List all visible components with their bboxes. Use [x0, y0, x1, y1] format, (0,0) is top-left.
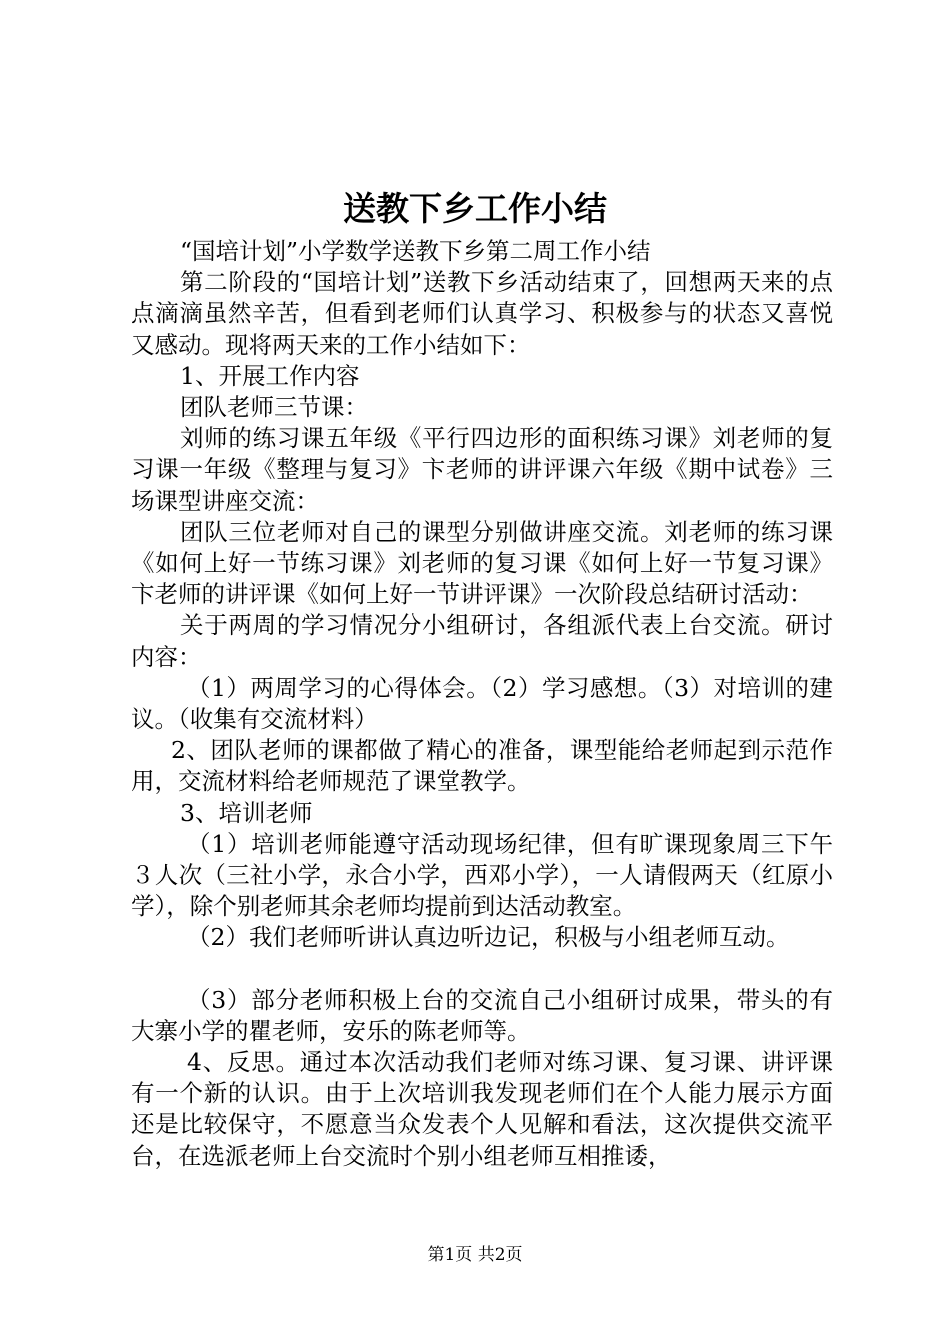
paragraph: “国培计划”小学数学送教下乡第二周工作小结: [180, 237, 651, 265]
paragraph: 1、开展工作内容: [180, 361, 360, 390]
page-number-footer: 第1页 共2页: [427, 1245, 523, 1265]
document-body: [131, 236, 833, 1172]
document-title: 送教下乡工作小结: [343, 189, 607, 228]
paragraph: 关于两周的学习情况分小组研讨，各组派代表上台交流。研讨内容：: [131, 611, 833, 671]
paragraph: 团队老师三节课：: [180, 393, 368, 422]
paragraph: 团队三位老师对自己的课型分别做讲座交流。刘老师的练习课《如何上好一节练习课》刘老师的复习课《如何上好一节复习课》卞老师的讲评课《如何上好一节讲评课》一次阶段总结研讨活动：: [131, 517, 833, 609]
paragraph: （3）部分老师积极上台的交流自己小组研讨成果，带头的有大寨小学的瞿老师，安乐的陈老师等。: [131, 985, 833, 1045]
paragraph: （1）两周学习的心得体会。（2）学习感想。（3）对培训的建议。（收集有交流材料）: [131, 673, 833, 734]
paragraph: 2、团队老师的课都做了精心的准备，课型能给老师起到示范作用，交流材料给老师规范了课堂教学。: [131, 736, 833, 796]
paragraph: 第二阶段的“国培计划”送教下乡活动结束了，回想两天来的点点滴滴虽然辛苦，但看到老师们认真学习、积极参与的状态又喜悦又感动。现将两天来的工作小结如下：: [131, 268, 833, 359]
paragraph-gap: [131, 954, 833, 985]
paragraph: 3、培训老师: [180, 798, 313, 827]
paragraph: （2）我们老师听讲认真边听边记，积极与小组老师互动。: [187, 923, 790, 952]
paragraph: 刘师的练习课五年级《平行四边形的面积练习课》刘老师的复习课一年级《整理与复习》卞老师的讲评课六年级《期中试卷》三场课型讲座交流：: [131, 424, 833, 515]
paragraph: 4、反思。通过本次活动我们老师对练习课、复习课、讲评课有一个新的认识。由于上次培训我发现老师们在个人能力展示方面还是比较保守，不愿意当众发表个人见解和看法，这次提供交流平台，在选派老师上台交流时个别小组老师互相推诿，: [131, 1048, 833, 1170]
paragraph: （1）培训老师能遵守活动现场纪律，但有旷课现象周三下午３人次（三社小学，永合小学，西邓小学），一人请假两天（红原小学），除个别老师其余老师均提前到达活动教室。: [131, 829, 833, 921]
